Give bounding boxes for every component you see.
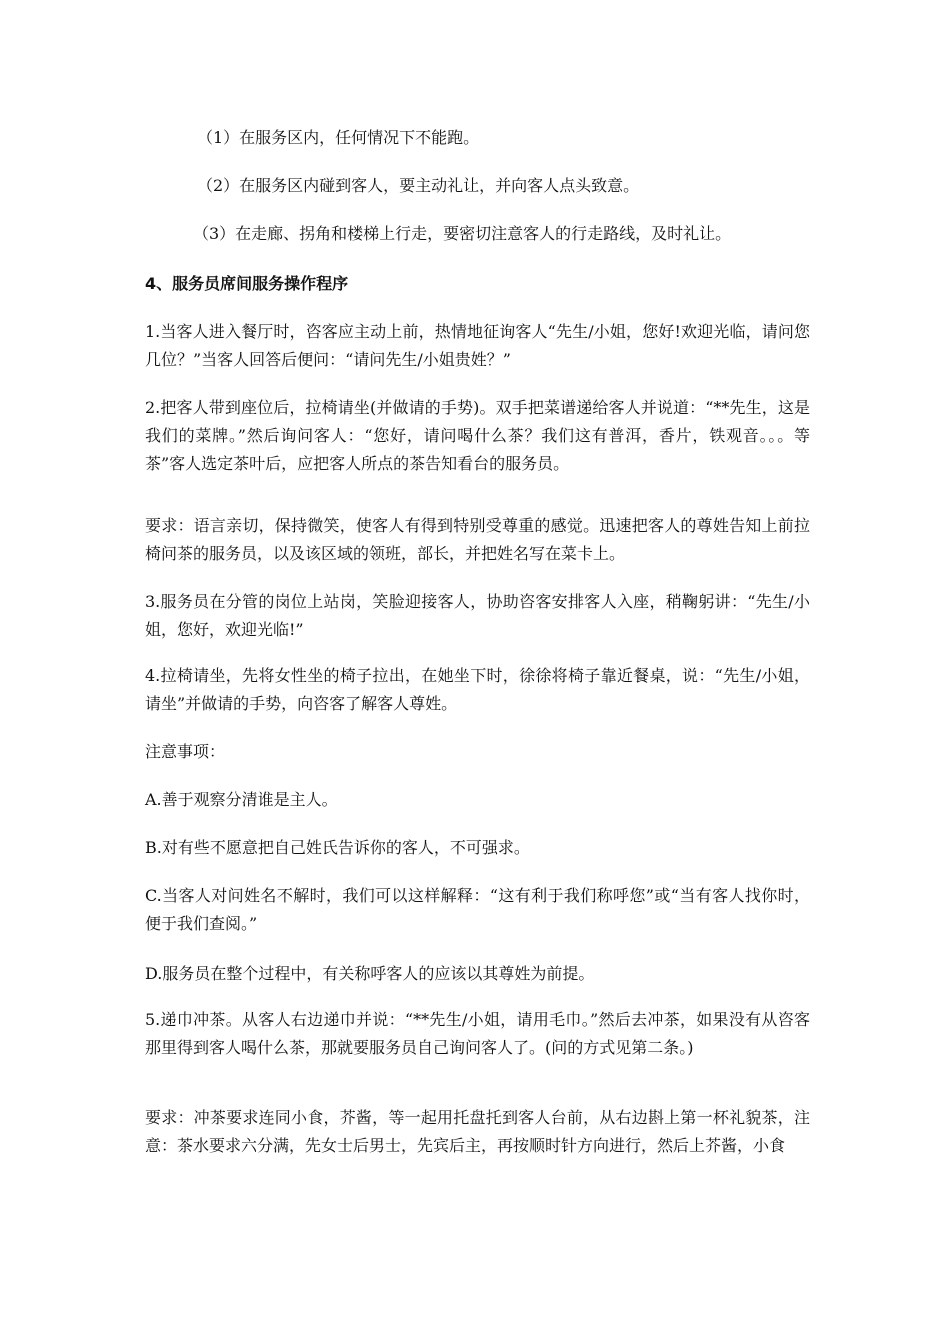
step-3-paragraph: 3.服务员在分管的岗位上站岗，笑脸迎接客人，协助咨客安排客人入座，稍鞠躬讲：“先生/小姐，您好，欢迎光临!” (145, 592, 810, 639)
rule-2: （2）在服务区内碰到客人，要主动礼让，并向客人点头致意。 (197, 176, 640, 195)
note-d: D.服务员在整个过程中，有关称呼客人的应该以其尊姓为前提。 (145, 964, 595, 983)
rule-3: （3）在走廊、拐角和楼梯上行走，要密切注意客人的行走路线，及时礼让。 (193, 224, 732, 243)
step-4-paragraph: 4.拉椅请坐，先将女性坐的椅子拉出，在她坐下时，徐徐将椅子靠近餐桌，说：“先生/小姐，请坐”并做请的手势，向咨客了解客人尊姓。 (145, 666, 810, 713)
section-heading: 4、服务员席间服务操作程序 (145, 274, 349, 293)
notes-title: 注意事项： (145, 742, 226, 761)
step-2-paragraph: 2.把客人带到座位后，拉椅请坐(并做请的手势)。双手把菜谱递给客人并说道：“**先生，这是我们的菜牌。”然后询问客人：“您好，请问喝什么茶？我们这有普洱，香片，铁观音。。。等茶”客人选定茶叶后，应把客人所点的茶告知看台的服务员。 (145, 398, 810, 473)
step-5-paragraph: 5.递巾冲茶。从客人右边递巾并说：“**先生/小姐，请用毛巾。”然后去冲茶，如果没有从咨客那里得到客人喝什么茶，那就要服务员自己询问客人了。(问的方式见第二条。) (145, 1010, 810, 1057)
note-c: C.当客人对问姓名不解时，我们可以这样解释：“这有利于我们称呼您”或“当有客人找你时，便于我们查阅。” (145, 886, 810, 933)
note-a: A.善于观察分清谁是主人。 (145, 790, 338, 809)
requirement-2-paragraph: 要求：冲茶要求连同小食，芥酱，等一起用托盘托到客人台前，从右边斟上第一杯礼貌茶，注意：茶水要求六分满，先女士后男士，先宾后主，再按顺时针方向进行，然后上芥酱，小食 (145, 1108, 810, 1155)
step-1-paragraph: 1.当客人进入餐厅时，咨客应主动上前，热情地征询客人“先生/小姐，您好!欢迎光临，请问您几位？”当客人回答后便问：“请问先生/小姐贵姓？” (145, 322, 810, 369)
requirement-1-paragraph: 要求：语言亲切，保持微笑，使客人有得到特别受尊重的感觉。迅速把客人的尊姓告知上前拉椅问茶的服务员，以及该区域的领班，部长，并把姓名写在菜卡上。 (145, 516, 810, 563)
rule-1: （1）在服务区内，任何情况下不能跑。 (197, 128, 480, 147)
note-b: B.对有些不愿意把自己姓氏告诉你的客人，不可强求。 (145, 838, 530, 857)
